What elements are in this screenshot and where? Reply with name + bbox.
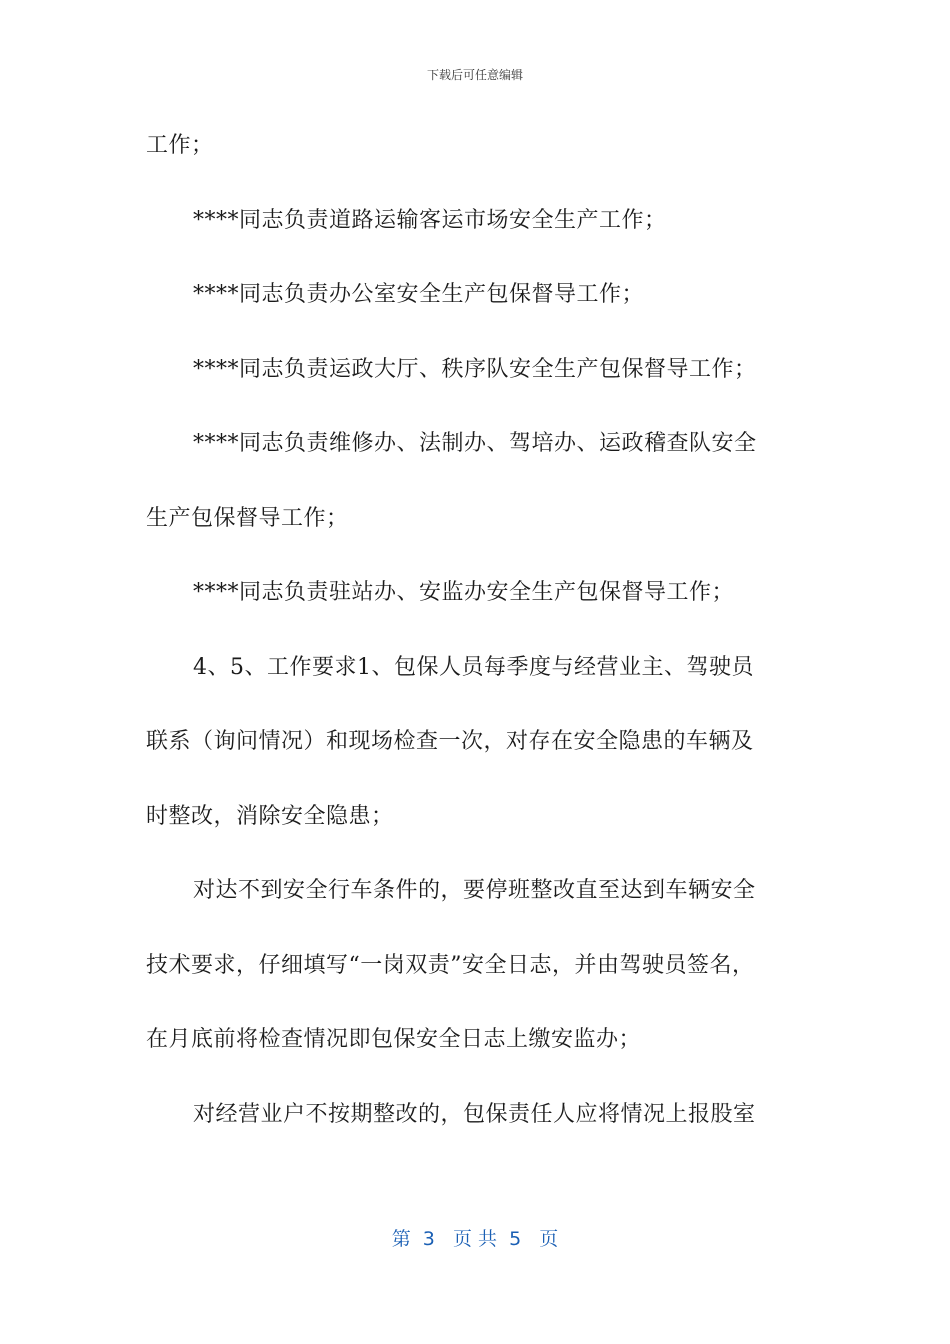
body-line: ****同志负责维修办、法制办、驾培办、运政稽查队安全 (193, 431, 757, 456)
body-line: ****同志负责办公室安全生产包保督导工作； (193, 282, 645, 307)
body-line: 对达不到安全行车条件的，要停班整改直至达到车辆安全 (193, 878, 756, 903)
body-line: ****同志负责驻站办、安监办安全生产包保督导工作； (193, 580, 735, 605)
body-line: ****同志负责道路运输客运市场安全生产工作； (193, 207, 667, 233)
body-line: 4、5、工作要求1、包保人员每季度与经营业主、驾驶员 (193, 654, 754, 680)
body-line: 时整改，消除安全隐患； (146, 803, 394, 829)
body-line: 对经营业户不按期整改的，包保责任人应将情况上报股室 (193, 1101, 756, 1127)
body-line: 生产包保督导工作； (146, 505, 349, 531)
body-line: 联系（询问情况）和现场检查一次，对存在安全隐患的车辆及 (146, 729, 754, 754)
body-line: 工作； (146, 133, 214, 158)
document-body (146, 124, 816, 1167)
body-line: ****同志负责运政大厅、秩序队安全生产包保督导工作； (193, 356, 757, 382)
body-line: 技术要求，仔细填写“一岗双责”安全日志，并由驾驶员签名， (146, 952, 755, 978)
body-line: 在月底前将检查情况即包保安全日志上缴安监办； (146, 1027, 642, 1052)
page-number-footer: 第 3 页 共 5 页 (391, 1228, 559, 1250)
page-header: 下载后可任意编辑 (426, 68, 523, 82)
